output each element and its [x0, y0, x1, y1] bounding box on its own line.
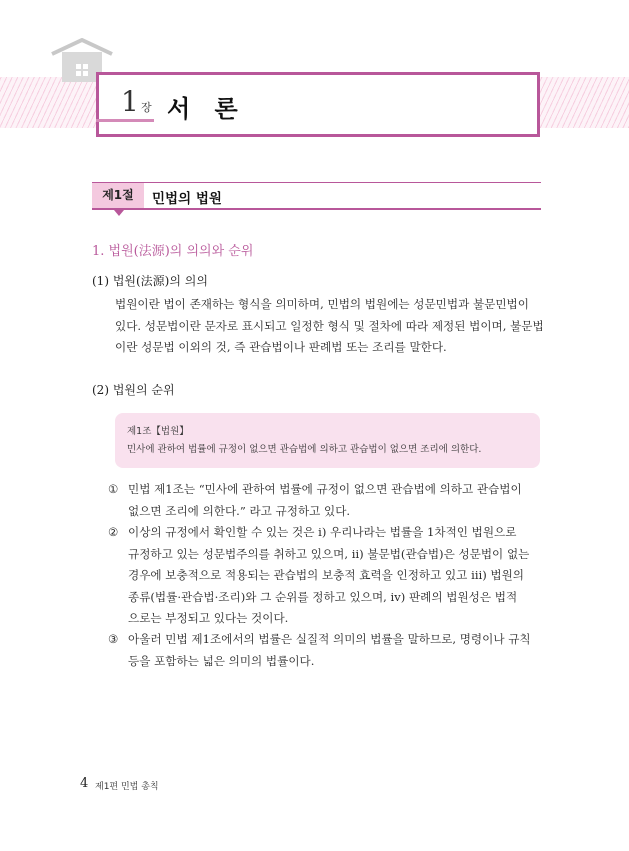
chapter-unit: 장 [141, 101, 152, 114]
list-item-number: ② [108, 525, 119, 539]
list-item [108, 479, 542, 522]
statute-text: 민사에 관하여 법률에 규정이 없으면 관습법에 의하고 관습법이 없으면 조리에 의한다. [127, 444, 482, 455]
statute-box [115, 413, 540, 468]
subsection-heading: 1. 법원(法源)의 의의와 순위 [92, 244, 254, 259]
chapter-title-box [96, 72, 540, 137]
list-item [108, 629, 542, 672]
list-item-line: 민법 제1조는 “민사에 관하여 법률에 규정이 없으면 관습법에 의하고 관습법이 [128, 482, 522, 496]
list-item-line: 이상의 규정에서 확인할 수 있는 것은 ⅰ) 우리나라는 법률을 1차적인 법원으로 [128, 525, 517, 539]
chapter-number: 1 [121, 85, 139, 118]
paragraph-line: 있다. 성문법이란 문자로 표시되고 일정한 형식 및 절차에 따라 제정된 법이며, 불문법 [115, 318, 544, 333]
page-number: 4 [80, 776, 89, 791]
paragraph-line: 이란 성문법 이외의 것, 즉 관습법이나 판례법 또는 조리를 말한다. [115, 340, 447, 354]
list-item-line: 규정하고 있는 성문법주의를 취하고 있으며, ⅱ) 불문법(관습법)은 성문법이 없는 [128, 546, 530, 561]
section-rule-bottom [92, 208, 541, 210]
list-item-line: 종류(법률·관습법·조리)와 그 순위를 정하고 있으며, ⅳ) 판례의 법원성은 법적 [128, 589, 518, 604]
list-item-number: ① [108, 482, 119, 496]
chapter-title: 서 론 [167, 95, 246, 123]
section-tag-pointer [114, 210, 124, 216]
section-rule-top [92, 182, 541, 183]
paragraph-line: 법원이란 법이 존재하는 형식을 의미하며, 민법의 법원에는 성문민법과 불문민법이 [115, 297, 529, 311]
list-item-line: 등을 포함하는 넓은 의미의 법률이다. [128, 653, 315, 668]
list-item-line: 없으면 조리에 의한다.” 라고 규정하고 있다. [128, 503, 351, 518]
paragraph-meaning [115, 294, 544, 359]
list-item-number: ③ [108, 632, 119, 646]
statute-title: 제1조【법원】 [127, 426, 189, 437]
list-item-line: 아울러 민법 제1조에서의 법률은 실질적 의미의 법률을 말하므로, 명령이나 규칙 [128, 632, 531, 646]
chapter-number-underline [96, 119, 154, 122]
sub-heading-order: (2) 법원의 순위 [92, 383, 175, 397]
section-title: 민법의 법원 [152, 191, 222, 207]
list-item-line: 으로는 부정되고 있다는 것이다. [128, 611, 289, 625]
running-title: 제1편 민법 총칙 [95, 782, 159, 792]
sub-heading-meaning: (1) 법원(法源)의 의의 [92, 274, 208, 288]
section-tag: 제1절 [92, 183, 144, 208]
list-item [108, 522, 542, 630]
list-item-line: 경우에 보충적으로 적용되는 관습법의 보충적 효력을 인정하고 있고 ⅲ) 법원의 [128, 568, 525, 582]
